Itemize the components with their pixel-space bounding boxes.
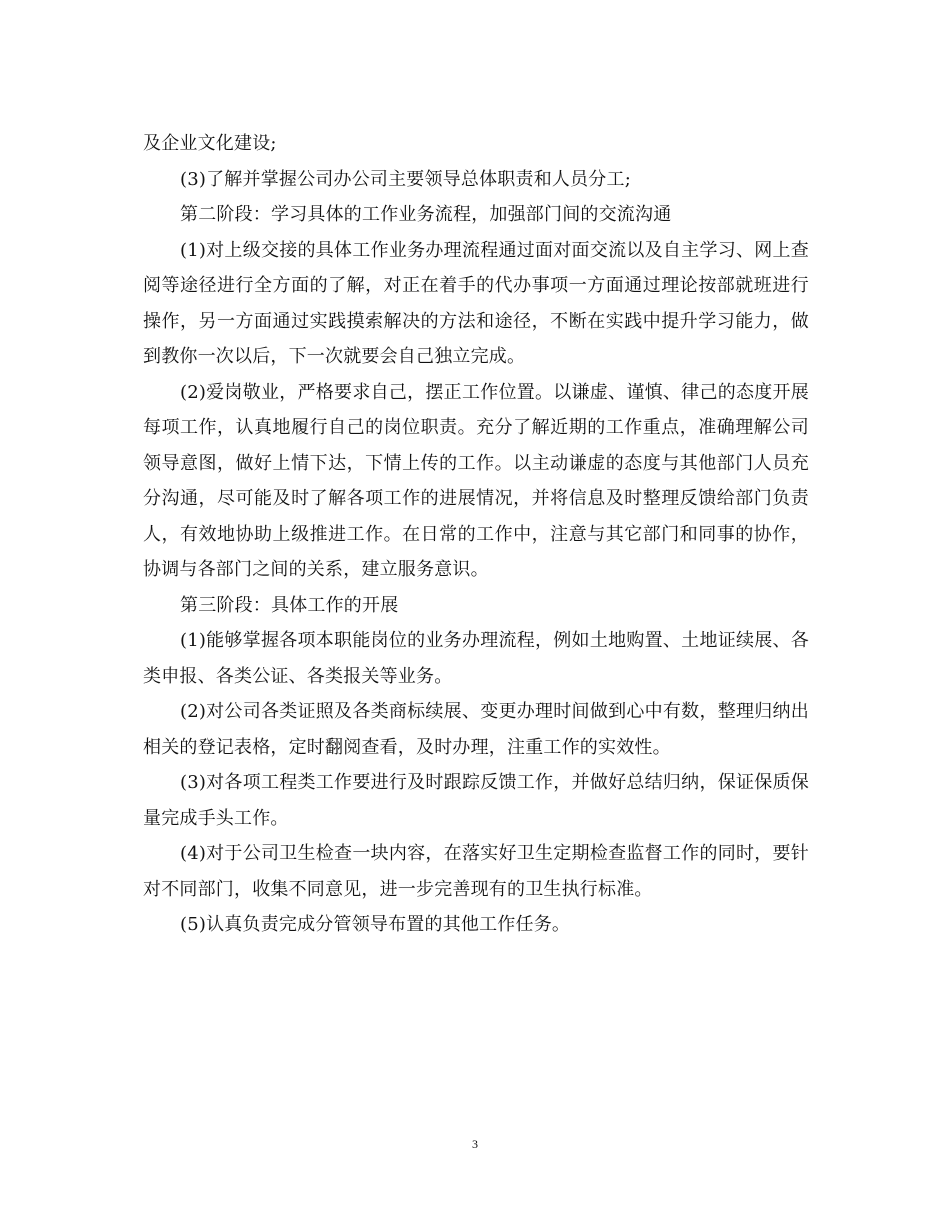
- page-number: 3: [472, 1137, 478, 1151]
- paragraph-5: (2)爱岗敬业，严格要求自己，摆正工作位置。以谦虚、谨慎、律己的态度开展每项工作，认真地履行自己的岗位职责。充分了解近期的工作重点，准确理解公司领导意图，做好上情下达，下情上传的工作。以主动谦虚的态度与其他部门人员充分沟通，尽可能及时了解各项工作的进展情况，并将信息及时整理反馈给部门负责人，有效地协助上级推进工作。在日常的工作中，注意与其它部门和同事的协作，协调与各部门之间的关系，建立服务意识。: [143, 381, 809, 580]
- paragraph-4: (1)对上级交接的具体工作业务办理流程通过面对面交流以及自主学习、网上查阅等途径进行全方面的了解，对正在着手的代办事项一方面通过理论按部就班进行操作，另一方面通过实践摸索解决的方法和途径，不断在实践中提升学习能力，做到教你一次以后，下一次就要会自己独立完成。: [143, 239, 809, 367]
- document-body: [143, 126, 809, 943]
- paragraph-2: (3)了解并掌握公司办公司主要领导总体职责和人员分工;: [180, 168, 631, 190]
- paragraph-7: (1)能够掌握各项本职能岗位的业务办理流程，例如土地购置、土地证续展、各类申报、各类公证、各类报关等业务。: [143, 630, 809, 687]
- paragraph-8: (2)对公司各类证照及各类商标续展、变更办理时间做到心中有数，整理归纳出相关的登记表格，定时翻阅查看，及时办理，注重工作的实效性。: [143, 701, 809, 758]
- paragraph-3-stage-two-heading: 第二阶段：学习具体的工作业务流程，加强部门间的交流沟通: [180, 204, 672, 225]
- paragraph-9: (3)对各项工程类工作要进行及时跟踪反馈工作，并做好总结归纳，保证保质保量完成手头工作。: [143, 772, 809, 829]
- paragraph-10: (4)对于公司卫生检查一块内容，在落实好卫生定期检查监督工作的同时，要针对不同部门，收集不同意见，进一步完善现有的卫生执行标准。: [143, 843, 809, 900]
- paragraph-1: 及企业文化建设;: [143, 133, 277, 154]
- paragraph-6-stage-three-heading: 第三阶段：具体工作的开展: [180, 594, 399, 616]
- paragraph-11: (5)认真负责完成分管领导布置的其他工作任务。: [180, 914, 571, 935]
